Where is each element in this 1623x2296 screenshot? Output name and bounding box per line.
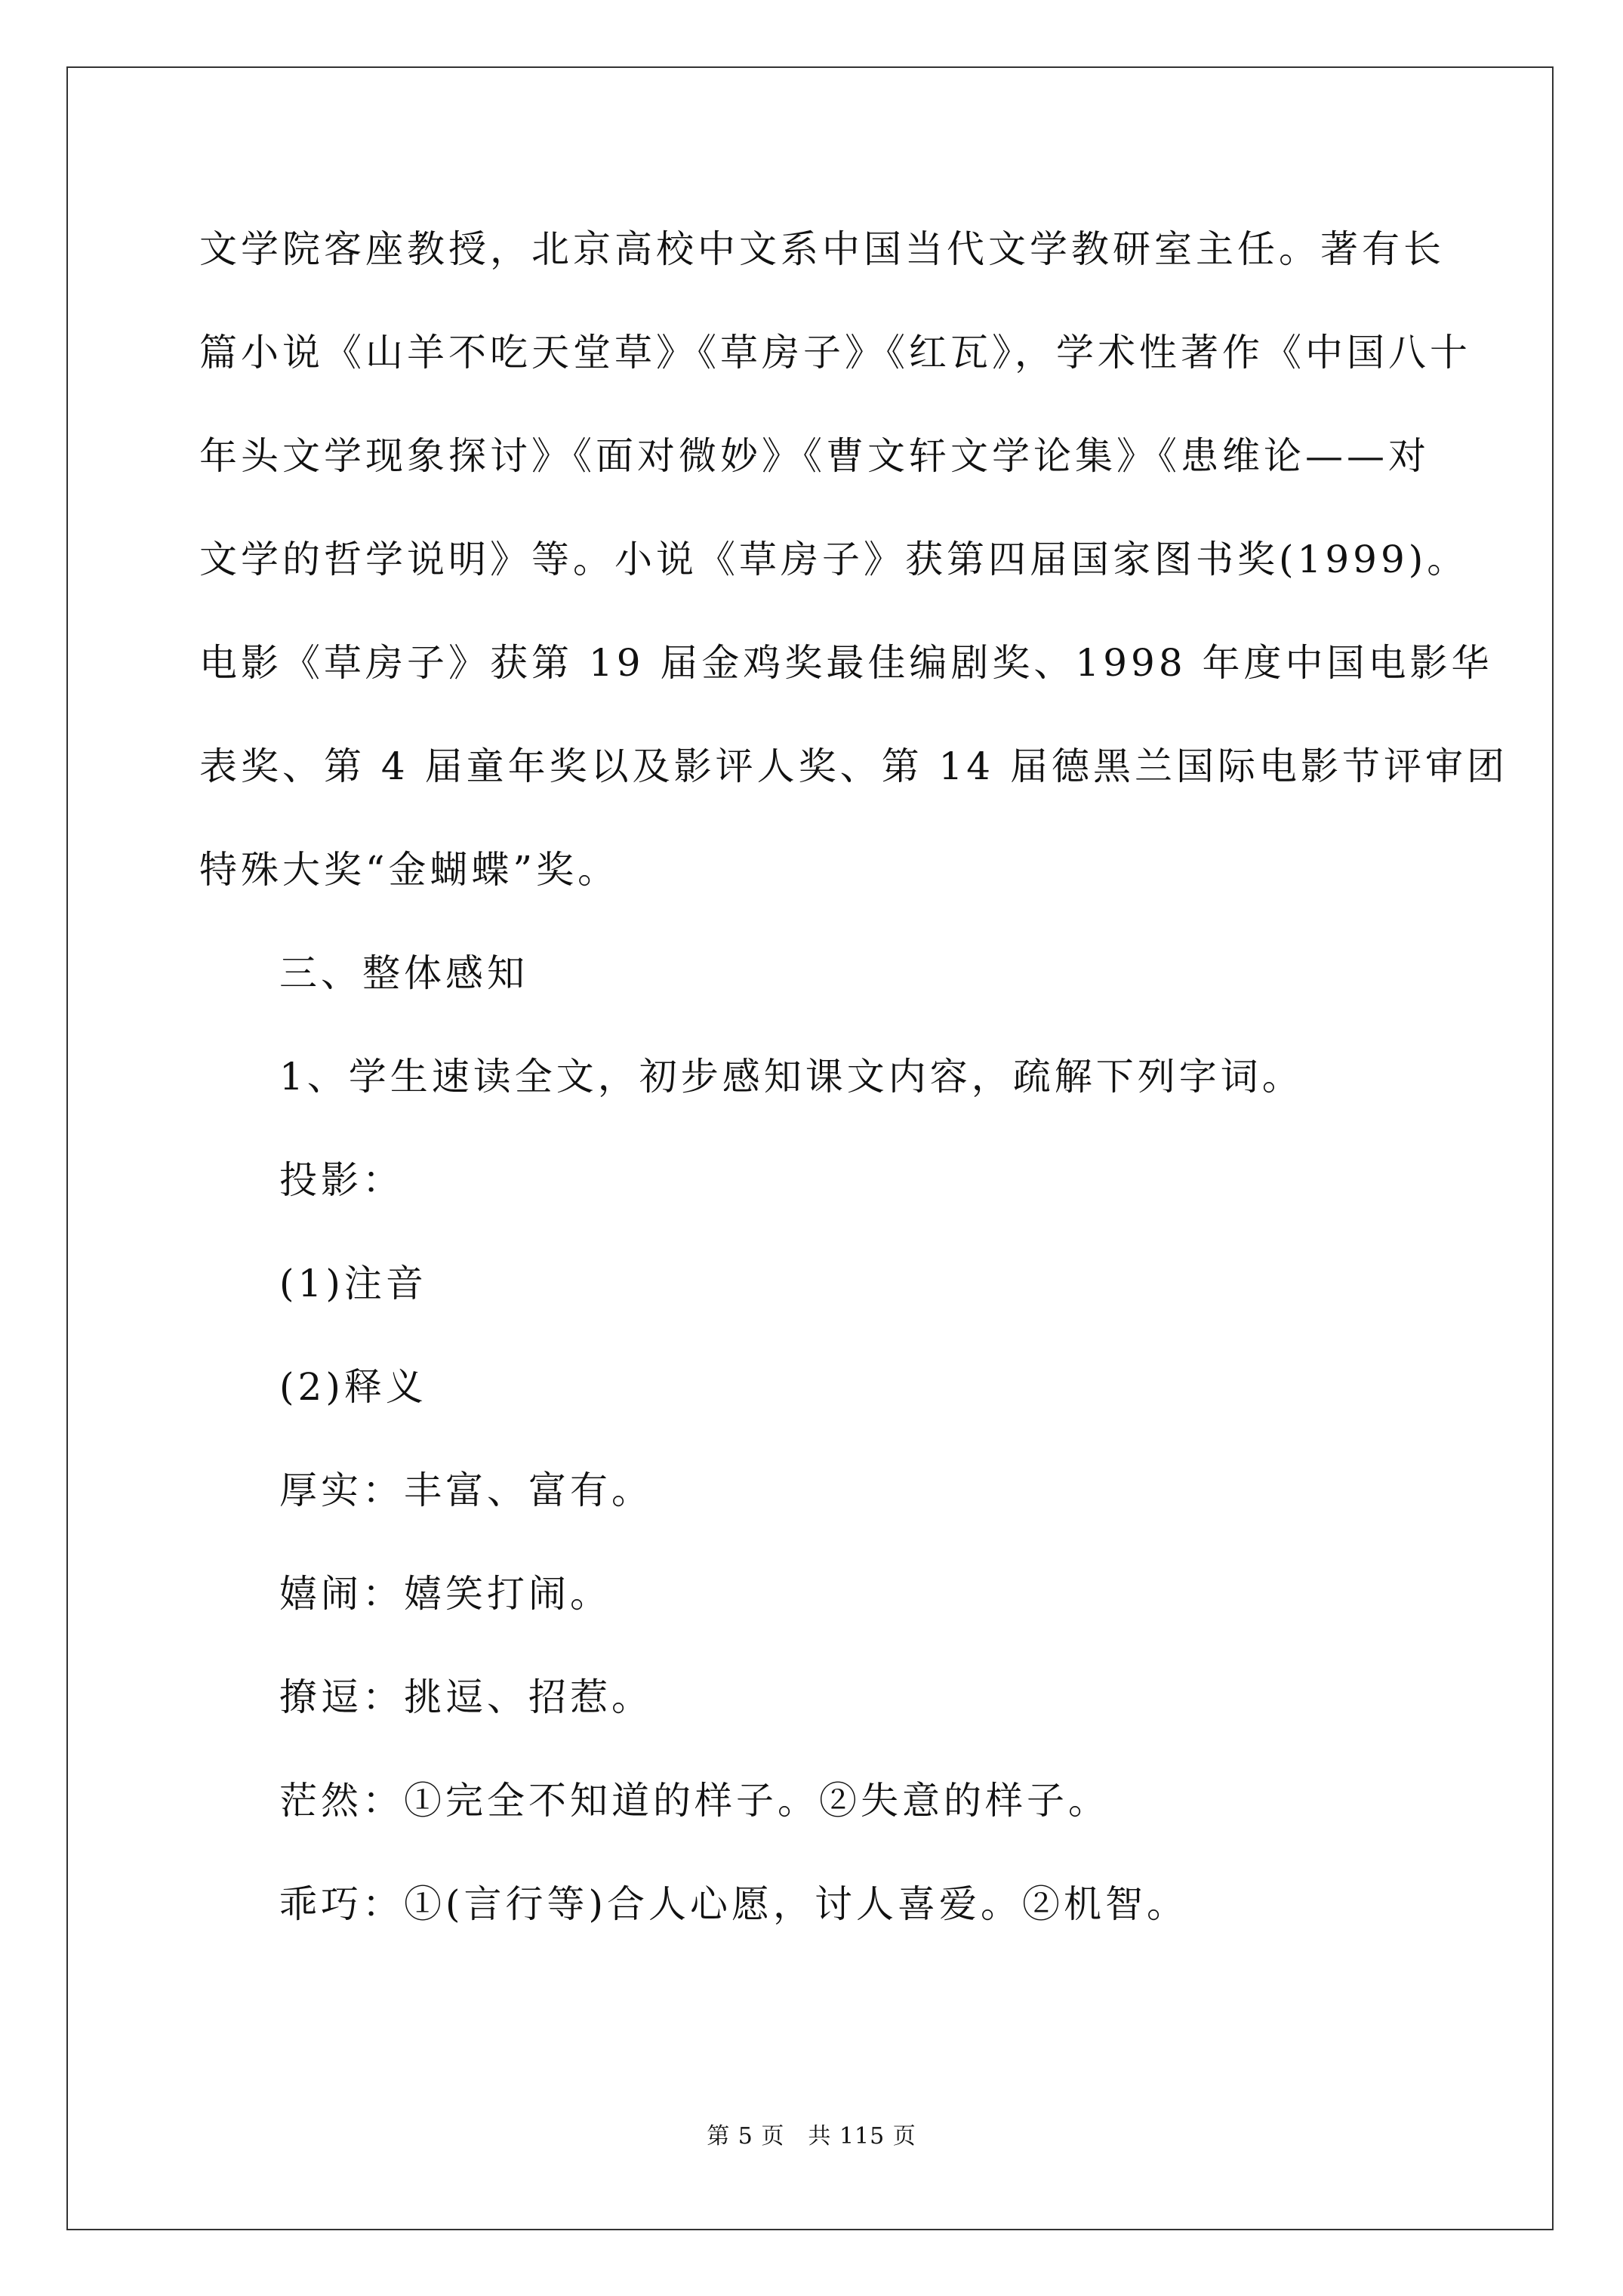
definition-item: 茫然：①完全不知道的样子。②失意的样子。 <box>279 1779 1110 1823</box>
section-heading: 三、整体感知 <box>279 951 528 995</box>
intro-line-4: 文学的哲学说明》等。小说《草房子》获第四届国家图书奖(1999)。 <box>199 538 1469 581</box>
sub-item-definitions: (2)释义 <box>279 1365 427 1409</box>
intro-line-2: 篇小说《山羊不吃天堂草》《草房子》《红瓦》，学术性著作《中国八十 <box>199 331 1471 374</box>
intro-line-1: 文学院客座教授，北京高校中文系中国当代文学教研室主任。著有长 <box>199 227 1445 271</box>
definition-item: 撩逗：挑逗、招惹。 <box>279 1675 653 1719</box>
intro-line-3: 年头文学现象探讨》《面对微妙》《曹文轩文学论集》《患维论——对 <box>199 434 1430 478</box>
intro-line-5: 电影《草房子》获第 19 届金鸡奖最佳编剧奖、1998 年度中国电影华 <box>199 641 1493 685</box>
definition-item: 乖巧：①(言行等)合人心愿，讨人喜爱。②机智。 <box>279 1882 1189 1926</box>
projection-label: 投影： <box>279 1158 404 1202</box>
sub-item-pronunciation: (1)注音 <box>279 1262 427 1305</box>
definition-item: 嬉闹：嬉笑打闹。 <box>279 1572 611 1616</box>
task-1: 1、学生速读全文，初步感知课文内容，疏解下列字词。 <box>279 1055 1304 1099</box>
intro-line-6: 表奖、第 4 届童年奖以及影评人奖、第 14 届德黑兰国际电影节评审团 <box>199 744 1509 788</box>
page-number-footer: 第 5 页 共 115 页 <box>707 2123 916 2150</box>
definition-item: 厚实：丰富、富有。 <box>279 1469 653 1512</box>
intro-line-7: 特殊大奖“金蝴蝶”奖。 <box>199 848 620 892</box>
